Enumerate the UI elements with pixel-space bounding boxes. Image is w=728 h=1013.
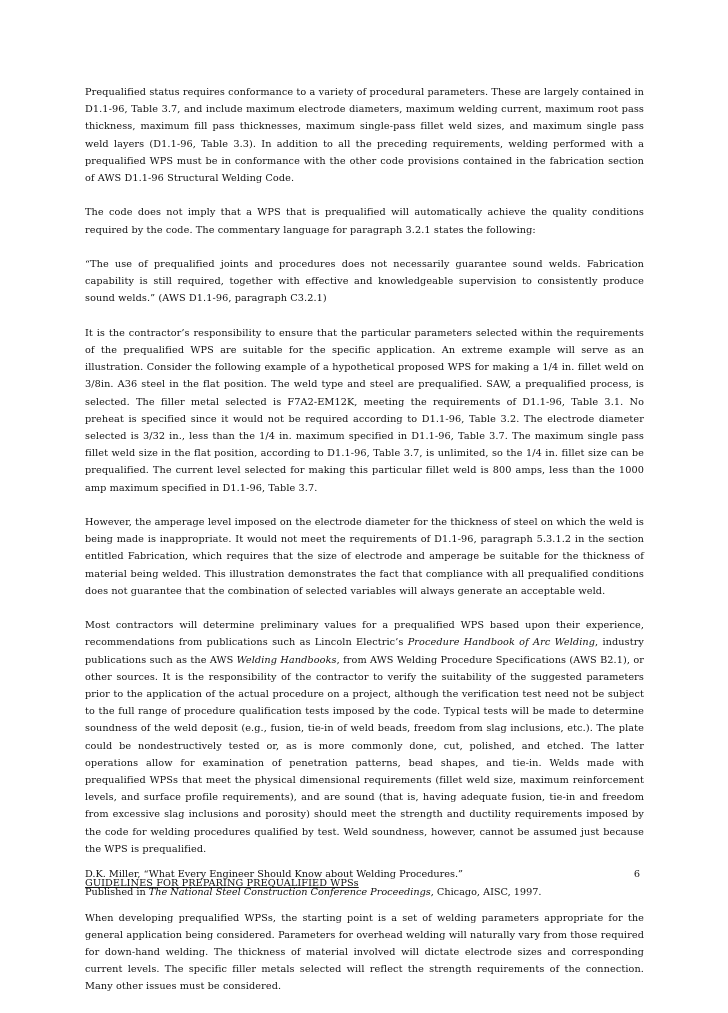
footer-publication-line bbox=[85, 884, 644, 902]
welding-handbooks-title: Welding Handbooks bbox=[236, 654, 337, 666]
paragraph-commentary-quote: “The use of prequalified joints and procedures does not necessarily guarantee sound welds. Fabrication capability is still required, together with effective and knowledgeable supervision to consistently produce sound welds.” (AWS D1.1-96, paragraph C3.2.1) bbox=[85, 259, 644, 305]
preliminary-values-text-3: , from AWS Welding Procedure Specifications (AWS B2.1), or other sources. It is the responsibility of the contractor to verify the suitability of the suggested parameters prior to the application of the actual procedure on a project, although the verification test need not be subject to the full range of procedure qualification tests imposed by the code. Typical tests will be made to determine soundness of the weld deposit (e.g., fusion, tie-in of weld beads, freedom from slag inclusions, etc.). The plate could be nondestructively tested or, as is more commonly done, cut, polished, and etched. The latter operations allow for examination of penetration patterns, bead shapes, and tie-in. Welds made with prequalified WPSs that meet the physical dimensional requirements (fillet weld size, maximum reinforcement levels, and surface profile requirements), and are sound (that is, having adequate fusion, tie-in and freedom from excessive slag inclusions and porosity) should meet the strength and ductility requirements imposed by the code for welding procedures qualified by test. Weld soundness, however, cannot be assumed just because the WPS is prequalified. bbox=[85, 654, 645, 855]
procedure-handbook-title: Procedure Handbook of Arc Welding bbox=[407, 637, 596, 649]
proceedings-title: The National Steel Construction Conference Proceedings bbox=[148, 887, 431, 898]
paragraph-code-quality: The code does not imply that a WPS that is prequalified will automatically achieve the quality conditions required by the code. The commentary language for paragraph 3.2.1 states the following: bbox=[85, 207, 644, 236]
paragraph-contractor-responsibility: It is the contractor’s responsibility to ensure that the particular parameters selected within the requirements of the prequalified WPS are suitable for the specific application. An extreme example will serve as an illustration. Consider the following example of a hypothetical proposed WPS for making a 1/4 in. fillet weld on 3/8in. A36 steel in the flat position. The weld type and steel are prequalified. SAW, a prequalified process, is selected. The filler metal selected is F7A2-EM12K, meeting the requirements of D1.1-96, Table 3.1. No preheat is specified since it would not be required according to D1.1-96, Table 3.2. The electrode diameter selected is 3/32 in., less than the 1/4 in. maximum specified in D1.1-96, Table 3.7. The maximum single pass fillet weld size in the flat position, according to D1.1-96, Table 3.7, is unlimited, so the 1/4 in. fillet size can be prequalified. The current level selected for making this particular fillet weld is 800 amps, less than the 1000 amp maximum specified in D1.1-96, Table 3.7. bbox=[85, 327, 644, 494]
preliminary-values-text-1: Most contractors will determine preliminary values for a prequalified WPS based upon their experience, recommendations from publications such as Lincoln Electric’s bbox=[85, 620, 644, 649]
paragraph-developing-wps: When developing prequalified WPSs, the starting point is a set of welding parameters appropriate for the general application being considered. Parameters for overhead welding will naturally vary from those required for down-hand welding. The thickness of material involved will dictate electrode sizes and corresponding current levels. The specific filler metals selected will reflect the strength requirements of the connection. Many other issues must be considered. bbox=[85, 912, 644, 993]
paragraph-preliminary-values bbox=[85, 617, 644, 858]
footer-citation: D.K. Miller, “What Every Engineer Should Know about Welding Procedures.” bbox=[85, 869, 464, 880]
page-number: 6 bbox=[633, 869, 640, 880]
footer-citation-line bbox=[85, 866, 644, 884]
page-footer bbox=[85, 866, 644, 902]
paragraph-prequalified-status: Prequalified status requires conformance to a variety of procedural parameters. These are largely contained in D1.1-96, Table 3.7, and include maximum electrode diameters, maximum welding current, maximum root pass thickness, maximum fill pass thicknesses, maximum single-pass fillet weld sizes, and maximum single pass weld layers (D1.1-96, Table 3.3). In addition to all the preceding requirements, welding performed with a prequalified WPS must be in conformance with the other code provisions contained in the fabrication section of AWS D1.1-96 Structural Welding Code. bbox=[85, 87, 644, 185]
footer-publication-details: , Chicago, AISC, 1997. bbox=[430, 887, 542, 898]
paragraph-amperage-example: However, the amperage level imposed on the electrode diameter for the thickness of steel on which the weld is being made is inappropriate. It would not meet the requirements of D1.1-96, paragraph 5.3.1.2 in the section entitled Fabrication, which requires that the size of electrode and amperage be suitable for the thickness of material being welded. This illustration demonstrates the fact that compliance with all prequalified conditions does not guarantee that the combination of selected variables will always generate an acceptable weld. bbox=[85, 517, 644, 597]
footer-published-in: Published in bbox=[85, 887, 149, 898]
preliminary-values-text-2: , industry publications such as the AWS bbox=[85, 637, 644, 666]
section-heading: GUIDELINES FOR PREPARING PREQUALIFIED WPSs bbox=[85, 878, 359, 890]
